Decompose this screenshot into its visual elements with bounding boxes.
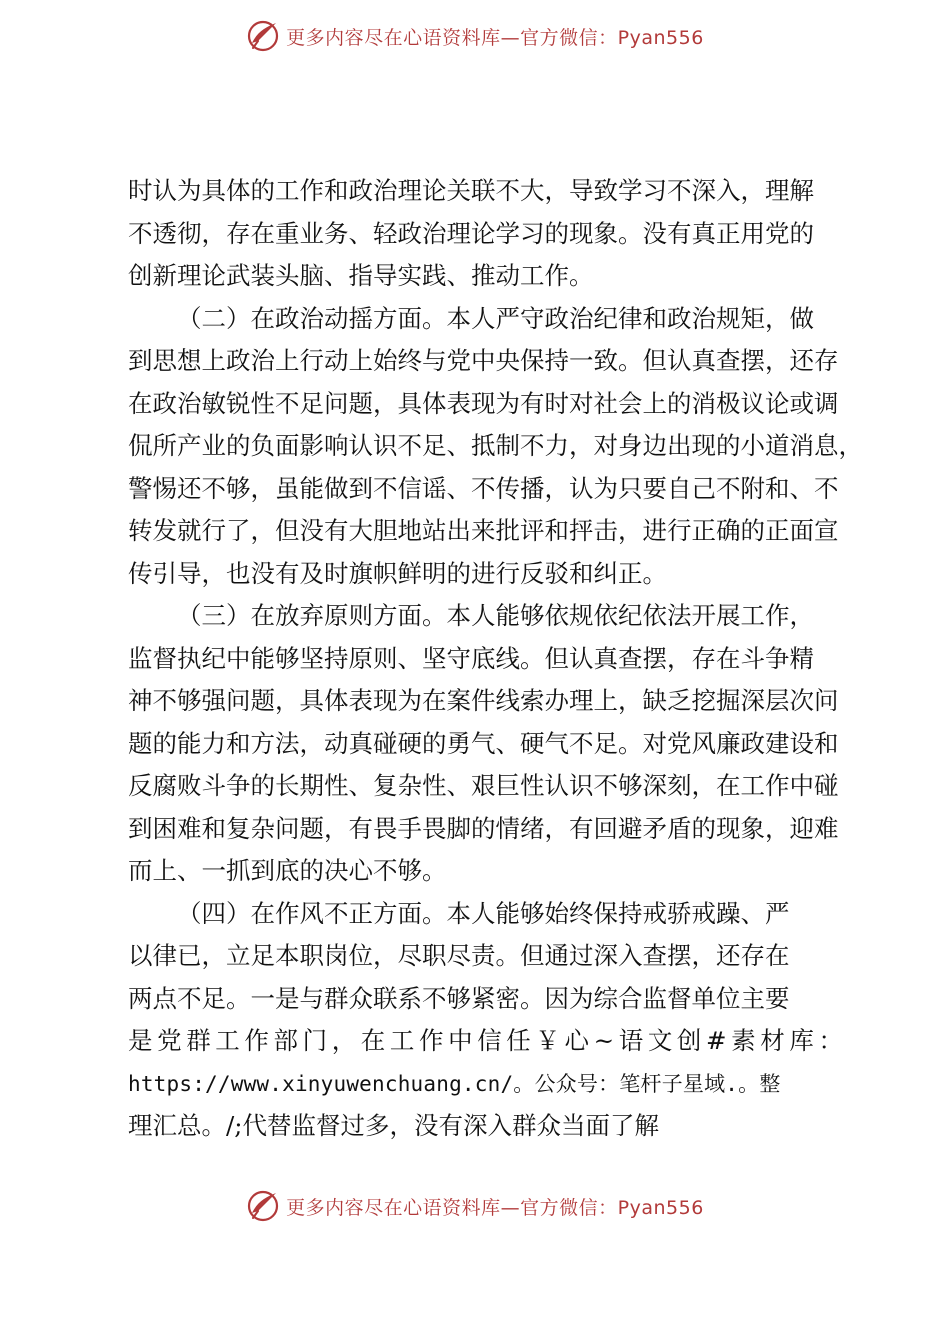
document-body <box>128 170 863 1148</box>
text-line: 到困难和复杂问题，有畏手畏脚的情绪，有回避矛盾的现象，迎难 <box>128 813 839 843</box>
text-line: 不透彻，存在重业务、轻政治理论学习的现象。没有真正用党的 <box>128 218 814 248</box>
text-line: 转发就行了，但没有大胆地站出来批评和抨击，进行正确的正面宣 <box>128 516 839 545</box>
text-line: 神不够强问题，具体表现为在案件线索办理上，缺乏挖掘深层次问 <box>128 686 839 715</box>
text-line: 是党群工作部门，在工作中信任￥心~语文创#素材库： <box>128 1026 848 1055</box>
text-line: 时认为具体的工作和政治理论关联不大，导致学习不深入，理解 <box>128 176 814 205</box>
text-line: 传引导，也没有及时旗帜鲜明的进行反驳和纠正。 <box>128 558 667 588</box>
text-line: 监督执纪中能够坚持原则、坚守底线。但认真查摆，存在斗争精 <box>128 643 814 673</box>
footer-watermark-banner <box>0 1186 950 1226</box>
text-line: （三）在放弃原则方面。本人能够依规依纪依法开展工作， <box>177 601 814 630</box>
text-line: 而上、一抓到底的决心不够。 <box>128 856 447 885</box>
text-line: 在政治敏锐性不足问题，具体表现为有时对社会上的消极议论或调 <box>128 388 839 418</box>
text-line: （二）在政治动摇方面。本人严守政治纪律和政治规矩，做 <box>177 303 814 333</box>
text-line: 侃所产业的负面影响认识不足、抵制不力，对身边出现的小道消息， <box>128 431 863 460</box>
text-line: （四）在作风不正方面。本人能够始终保持戒骄戒躁、严 <box>177 898 790 928</box>
text-line: 警惕还不够，虽能做到不信谣、不传播，认为只要自己不附和、不 <box>128 473 839 503</box>
text-line: 创新理论武装头脑、指导实践、推动工作。 <box>128 261 594 290</box>
text-line: https://www.xinyuwenchuang.cn/。公众号：笔杆子星域.。整 <box>128 1071 781 1096</box>
text-line: 反腐败斗争的长期性、复杂性、艰巨性认识不够深刻，在工作中碰 <box>128 771 839 800</box>
text-line: 两点不足。一是与群众联系不够紧密。因为综合监督单位主要 <box>128 983 790 1013</box>
header-watermark-banner <box>0 16 950 56</box>
header-banner-text: 更多内容尽在心语资料库—官方微信：Pyan556 <box>286 26 704 49</box>
text-line: 理汇总。/;代替监督过多，没有深入群众当面了解 <box>128 1111 660 1140</box>
text-line: 到思想上政治上行动上始终与党中央保持一致。但认真查摆，还存 <box>128 346 839 375</box>
quill-logo-icon <box>246 19 280 53</box>
quill-logo-icon <box>246 1189 280 1223</box>
text-line: 以律已，立足本职岗位，尽职尽责。但通过深入查摆，还存在 <box>128 941 790 970</box>
text-line: 题的能力和方法，动真碰硬的勇气、硬气不足。对党风廉政建设和 <box>128 728 839 758</box>
footer-banner-text: 更多内容尽在心语资料库—官方微信：Pyan556 <box>286 1196 704 1219</box>
